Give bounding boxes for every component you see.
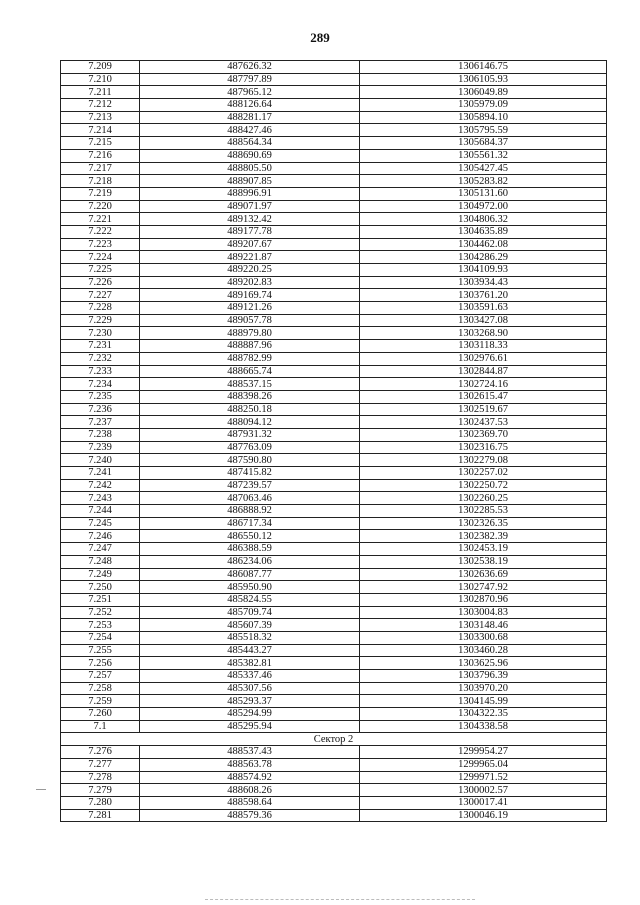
x-coordinate-cell: 487931.32 [140, 428, 360, 441]
table-row [61, 720, 607, 733]
point-number-cell: 7.252 [61, 606, 140, 619]
x-coordinate-cell: 487239.57 [140, 479, 360, 492]
y-coordinate-cell: 1305979.09 [360, 99, 607, 112]
y-coordinate-cell: 1304635.89 [360, 225, 607, 238]
point-number-cell: 7.256 [61, 657, 140, 670]
point-number-cell: 7.238 [61, 428, 140, 441]
y-coordinate-cell: 1303004.83 [360, 606, 607, 619]
x-coordinate-cell: 488598.64 [140, 796, 360, 809]
y-coordinate-cell: 1300046.19 [360, 809, 607, 822]
table-row [61, 530, 607, 543]
x-coordinate-cell: 489121.26 [140, 302, 360, 315]
table-row [61, 543, 607, 556]
table-row [61, 631, 607, 644]
y-coordinate-cell: 1304322.35 [360, 708, 607, 721]
sector-heading: Сектор 2 [61, 733, 607, 746]
y-coordinate-cell: 1302976.61 [360, 352, 607, 365]
y-coordinate-cell: 1302257.02 [360, 467, 607, 480]
table-row [61, 796, 607, 809]
y-coordinate-cell: 1303591.63 [360, 302, 607, 315]
x-coordinate-cell: 486888.92 [140, 505, 360, 518]
y-coordinate-cell: 1303761.20 [360, 289, 607, 302]
y-coordinate-cell: 1303300.68 [360, 631, 607, 644]
point-number-cell: 7.223 [61, 238, 140, 251]
table-row [61, 644, 607, 657]
y-coordinate-cell: 1304462.08 [360, 238, 607, 251]
table-row [61, 492, 607, 505]
table-row [61, 61, 607, 74]
table-row [61, 238, 607, 251]
point-number-cell: 7.251 [61, 593, 140, 606]
x-coordinate-cell: 485382.81 [140, 657, 360, 670]
point-number-cell: 7.218 [61, 175, 140, 188]
x-coordinate-cell: 488537.43 [140, 746, 360, 759]
point-number-cell: 7.221 [61, 213, 140, 226]
y-coordinate-cell: 1302250.72 [360, 479, 607, 492]
y-coordinate-cell: 1304286.29 [360, 251, 607, 264]
y-coordinate-cell: 1304338.58 [360, 720, 607, 733]
table-row [61, 555, 607, 568]
x-coordinate-cell: 489207.67 [140, 238, 360, 251]
point-number-cell: 7.250 [61, 581, 140, 594]
x-coordinate-cell: 487590.80 [140, 454, 360, 467]
x-coordinate-cell: 486717.34 [140, 517, 360, 530]
table-row [61, 619, 607, 632]
table-row [61, 200, 607, 213]
y-coordinate-cell: 1305131.60 [360, 187, 607, 200]
y-coordinate-cell: 1302369.70 [360, 428, 607, 441]
y-coordinate-cell: 1302844.87 [360, 365, 607, 378]
table-row [61, 327, 607, 340]
table-row [61, 467, 607, 480]
table-row [61, 606, 607, 619]
table-row [61, 264, 607, 277]
point-number-cell: 7.209 [61, 61, 140, 74]
x-coordinate-cell: 487797.89 [140, 73, 360, 86]
table-row [61, 99, 607, 112]
y-coordinate-cell: 1302285.53 [360, 505, 607, 518]
point-number-cell: 7.258 [61, 682, 140, 695]
point-number-cell: 7.220 [61, 200, 140, 213]
y-coordinate-cell: 1305283.82 [360, 175, 607, 188]
y-coordinate-cell: 1302724.16 [360, 378, 607, 391]
x-coordinate-cell: 489057.78 [140, 314, 360, 327]
point-number-cell: 7.245 [61, 517, 140, 530]
y-coordinate-cell: 1303934.43 [360, 276, 607, 289]
x-coordinate-cell: 488398.26 [140, 390, 360, 403]
x-coordinate-cell: 485518.32 [140, 631, 360, 644]
point-number-cell: 7.255 [61, 644, 140, 657]
table-row [61, 771, 607, 784]
y-coordinate-cell: 1299965.04 [360, 758, 607, 771]
x-coordinate-cell: 485824.55 [140, 593, 360, 606]
table-row [61, 758, 607, 771]
point-number-cell: 7.222 [61, 225, 140, 238]
table-row [61, 568, 607, 581]
y-coordinate-cell: 1303148.46 [360, 619, 607, 632]
table-row [61, 289, 607, 302]
point-number-cell: 7.241 [61, 467, 140, 480]
y-coordinate-cell: 1302326.35 [360, 517, 607, 530]
table-row [61, 454, 607, 467]
y-coordinate-cell: 1302316.75 [360, 441, 607, 454]
y-coordinate-cell: 1303268.90 [360, 327, 607, 340]
table-row [61, 708, 607, 721]
y-coordinate-cell: 1304972.00 [360, 200, 607, 213]
page-number: 289 [310, 30, 330, 45]
table-row [61, 517, 607, 530]
point-number-cell: 7.219 [61, 187, 140, 200]
point-number-cell: 7.260 [61, 708, 140, 721]
x-coordinate-cell: 488537.15 [140, 378, 360, 391]
point-number-cell: 7.233 [61, 365, 140, 378]
point-number-cell: 7.249 [61, 568, 140, 581]
table-row [61, 784, 607, 797]
point-number-cell: 7.231 [61, 340, 140, 353]
point-number-cell: 7.225 [61, 264, 140, 277]
x-coordinate-cell: 487415.82 [140, 467, 360, 480]
coordinates-table-body [61, 61, 607, 822]
x-coordinate-cell: 485307.56 [140, 682, 360, 695]
x-coordinate-cell: 488782.99 [140, 352, 360, 365]
table-row [61, 213, 607, 226]
x-coordinate-cell: 488094.12 [140, 416, 360, 429]
point-number-cell: 7.227 [61, 289, 140, 302]
y-coordinate-cell: 1299971.52 [360, 771, 607, 784]
table-row [61, 365, 607, 378]
x-coordinate-cell: 488250.18 [140, 403, 360, 416]
y-coordinate-cell: 1303118.33 [360, 340, 607, 353]
coordinates-table [60, 60, 607, 822]
table-row [61, 187, 607, 200]
x-coordinate-cell: 489169.74 [140, 289, 360, 302]
point-number-cell: 7.224 [61, 251, 140, 264]
x-coordinate-cell: 488805.50 [140, 162, 360, 175]
point-number-cell: 7.276 [61, 746, 140, 759]
y-coordinate-cell: 1306049.89 [360, 86, 607, 99]
point-number-cell: 7.1 [61, 720, 140, 733]
table-row [61, 682, 607, 695]
x-coordinate-cell: 485295.94 [140, 720, 360, 733]
point-number-cell: 7.259 [61, 695, 140, 708]
x-coordinate-cell: 489220.25 [140, 264, 360, 277]
x-coordinate-cell: 489132.42 [140, 213, 360, 226]
table-row [61, 695, 607, 708]
table-row [61, 302, 607, 315]
point-number-cell: 7.210 [61, 73, 140, 86]
x-coordinate-cell: 486388.59 [140, 543, 360, 556]
table-row [61, 416, 607, 429]
x-coordinate-cell: 485443.27 [140, 644, 360, 657]
x-coordinate-cell: 485709.74 [140, 606, 360, 619]
point-number-cell: 7.230 [61, 327, 140, 340]
x-coordinate-cell: 487965.12 [140, 86, 360, 99]
x-coordinate-cell: 485293.37 [140, 695, 360, 708]
table-row [61, 137, 607, 150]
point-number-cell: 7.234 [61, 378, 140, 391]
x-coordinate-cell: 488427.46 [140, 124, 360, 137]
y-coordinate-cell: 1304806.32 [360, 213, 607, 226]
x-coordinate-cell: 487763.09 [140, 441, 360, 454]
x-coordinate-cell: 488564.34 [140, 137, 360, 150]
y-coordinate-cell: 1302260.25 [360, 492, 607, 505]
point-number-cell: 7.226 [61, 276, 140, 289]
point-number-cell: 7.247 [61, 543, 140, 556]
table-row [61, 390, 607, 403]
point-number-cell: 7.228 [61, 302, 140, 315]
table-row [61, 428, 607, 441]
x-coordinate-cell: 486087.77 [140, 568, 360, 581]
point-number-cell: 7.277 [61, 758, 140, 771]
x-coordinate-cell: 487063.46 [140, 492, 360, 505]
x-coordinate-cell: 487626.32 [140, 61, 360, 74]
y-coordinate-cell: 1306146.75 [360, 61, 607, 74]
x-coordinate-cell: 486550.12 [140, 530, 360, 543]
table-row [61, 73, 607, 86]
point-number-cell: 7.246 [61, 530, 140, 543]
table-row [61, 340, 607, 353]
table-row [61, 314, 607, 327]
y-coordinate-cell: 1303796.39 [360, 670, 607, 683]
x-coordinate-cell: 488574.92 [140, 771, 360, 784]
point-number-cell: 7.280 [61, 796, 140, 809]
x-coordinate-cell: 485337.46 [140, 670, 360, 683]
x-coordinate-cell: 489177.78 [140, 225, 360, 238]
x-coordinate-cell: 488665.74 [140, 365, 360, 378]
table-row [61, 175, 607, 188]
scan-bottom-line [205, 899, 475, 900]
sector-heading-row [61, 733, 607, 746]
y-coordinate-cell: 1300002.57 [360, 784, 607, 797]
point-number-cell: 7.253 [61, 619, 140, 632]
point-number-cell: 7.243 [61, 492, 140, 505]
table-row [61, 86, 607, 99]
table-row [61, 505, 607, 518]
point-number-cell: 7.213 [61, 111, 140, 124]
y-coordinate-cell: 1306105.93 [360, 73, 607, 86]
y-coordinate-cell: 1303427.08 [360, 314, 607, 327]
y-coordinate-cell: 1302538.19 [360, 555, 607, 568]
y-coordinate-cell: 1305561.32 [360, 149, 607, 162]
point-number-cell: 7.216 [61, 149, 140, 162]
x-coordinate-cell: 488579.36 [140, 809, 360, 822]
table-row [61, 479, 607, 492]
y-coordinate-cell: 1300017.41 [360, 796, 607, 809]
x-coordinate-cell: 489202.83 [140, 276, 360, 289]
x-coordinate-cell: 485950.90 [140, 581, 360, 594]
table-row [61, 593, 607, 606]
point-number-cell: 7.214 [61, 124, 140, 137]
table-row [61, 251, 607, 264]
table-row [61, 149, 607, 162]
x-coordinate-cell: 489221.87 [140, 251, 360, 264]
table-row [61, 581, 607, 594]
y-coordinate-cell: 1305795.59 [360, 124, 607, 137]
y-coordinate-cell: 1303970.20 [360, 682, 607, 695]
x-coordinate-cell: 488690.69 [140, 149, 360, 162]
point-number-cell: 7.237 [61, 416, 140, 429]
point-number-cell: 7.217 [61, 162, 140, 175]
x-coordinate-cell: 488887.96 [140, 340, 360, 353]
table-row [61, 378, 607, 391]
y-coordinate-cell: 1302453.19 [360, 543, 607, 556]
y-coordinate-cell: 1299954.27 [360, 746, 607, 759]
y-coordinate-cell: 1305894.10 [360, 111, 607, 124]
point-number-cell: 7.215 [61, 137, 140, 150]
y-coordinate-cell: 1304145.99 [360, 695, 607, 708]
x-coordinate-cell: 488281.17 [140, 111, 360, 124]
point-number-cell: 7.232 [61, 352, 140, 365]
y-coordinate-cell: 1302747.92 [360, 581, 607, 594]
y-coordinate-cell: 1302615.47 [360, 390, 607, 403]
table-row [61, 441, 607, 454]
y-coordinate-cell: 1304109.93 [360, 264, 607, 277]
x-coordinate-cell: 486234.06 [140, 555, 360, 568]
table-row [61, 124, 607, 137]
x-coordinate-cell: 488907.85 [140, 175, 360, 188]
table-row [61, 352, 607, 365]
y-coordinate-cell: 1302636.69 [360, 568, 607, 581]
table-row [61, 809, 607, 822]
table-row [61, 276, 607, 289]
point-number-cell: 7.236 [61, 403, 140, 416]
point-number-cell: 7.240 [61, 454, 140, 467]
point-number-cell: 7.257 [61, 670, 140, 683]
y-coordinate-cell: 1302382.39 [360, 530, 607, 543]
y-coordinate-cell: 1305684.37 [360, 137, 607, 150]
table-row [61, 657, 607, 670]
x-coordinate-cell: 489071.97 [140, 200, 360, 213]
y-coordinate-cell: 1305427.45 [360, 162, 607, 175]
scan-margin-mark [36, 789, 46, 790]
point-number-cell: 7.279 [61, 784, 140, 797]
y-coordinate-cell: 1302519.67 [360, 403, 607, 416]
point-number-cell: 7.235 [61, 390, 140, 403]
point-number-cell: 7.244 [61, 505, 140, 518]
point-number-cell: 7.239 [61, 441, 140, 454]
x-coordinate-cell: 488126.64 [140, 99, 360, 112]
table-row [61, 111, 607, 124]
y-coordinate-cell: 1302437.53 [360, 416, 607, 429]
point-number-cell: 7.278 [61, 771, 140, 784]
point-number-cell: 7.242 [61, 479, 140, 492]
point-number-cell: 7.248 [61, 555, 140, 568]
x-coordinate-cell: 488996.91 [140, 187, 360, 200]
point-number-cell: 7.254 [61, 631, 140, 644]
point-number-cell: 7.229 [61, 314, 140, 327]
y-coordinate-cell: 1303625.96 [360, 657, 607, 670]
y-coordinate-cell: 1302279.08 [360, 454, 607, 467]
x-coordinate-cell: 488979.80 [140, 327, 360, 340]
y-coordinate-cell: 1303460.28 [360, 644, 607, 657]
y-coordinate-cell: 1302870.96 [360, 593, 607, 606]
point-number-cell: 7.281 [61, 809, 140, 822]
point-number-cell: 7.212 [61, 99, 140, 112]
point-number-cell: 7.211 [61, 86, 140, 99]
table-row [61, 403, 607, 416]
table-row [61, 746, 607, 759]
x-coordinate-cell: 488608.26 [140, 784, 360, 797]
x-coordinate-cell: 485294.99 [140, 708, 360, 721]
table-row [61, 225, 607, 238]
x-coordinate-cell: 488563.78 [140, 758, 360, 771]
x-coordinate-cell: 485607.39 [140, 619, 360, 632]
table-row [61, 162, 607, 175]
table-row [61, 670, 607, 683]
